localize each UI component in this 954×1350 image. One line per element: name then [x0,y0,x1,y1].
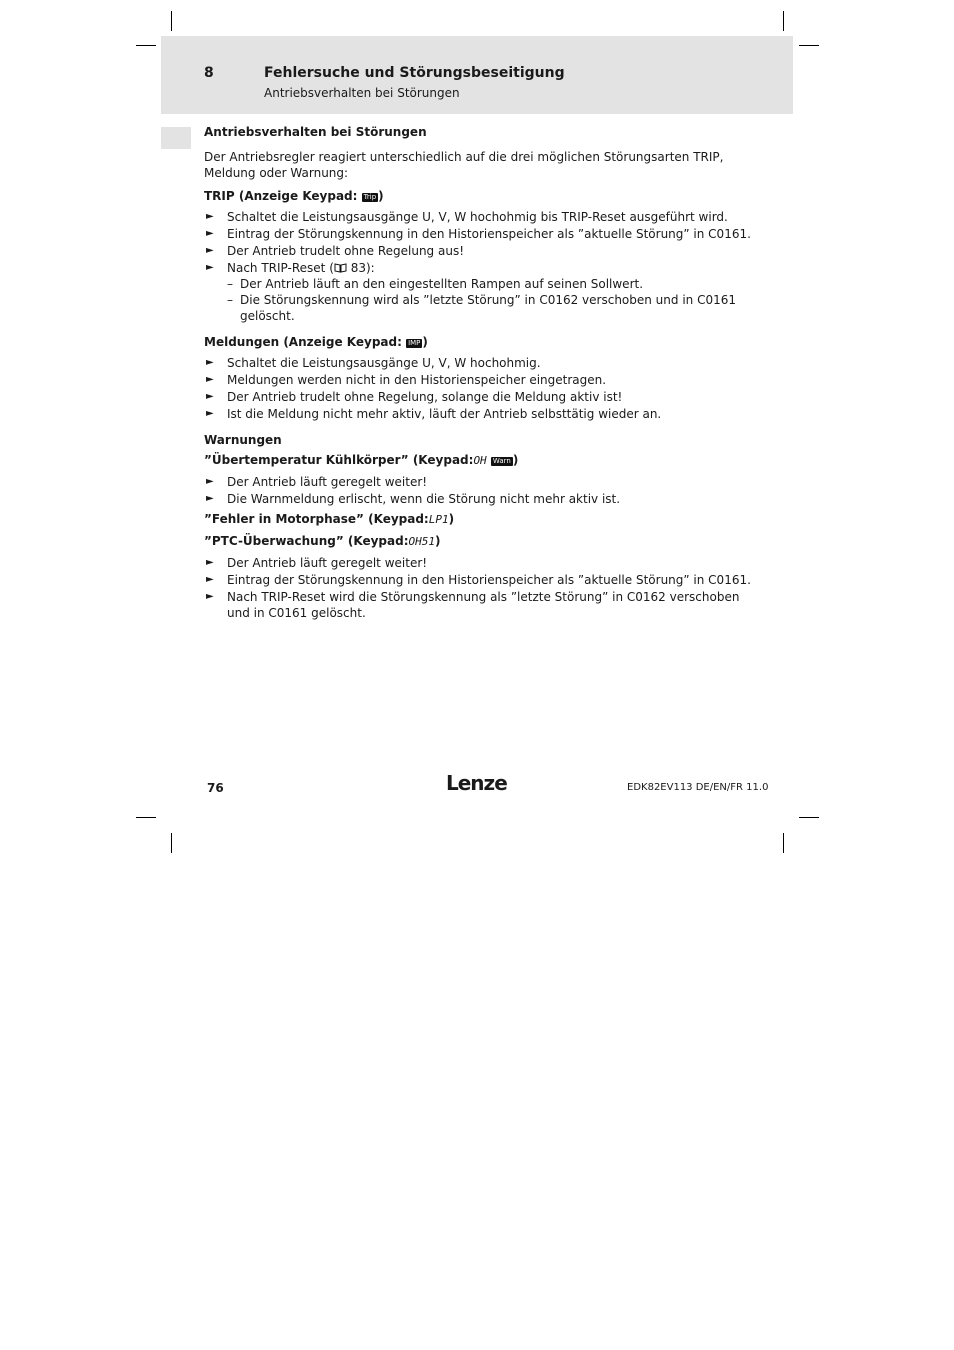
list-item: ► Der Antrieb trudelt ohne Regelung aus! [206,244,464,258]
list-item: ► Nach TRIP-Reset wird die Störungskennung als ”letzte Störung” in C0162 verschoben und in C0161 gelöscht. [206,590,740,620]
crop-mark [136,45,156,46]
crop-mark [799,45,819,46]
list-item: ► Der Antrieb läuft geregelt weiter! [206,556,428,570]
crop-mark [799,817,819,818]
list-item: ► Schaltet die Leistungsausgänge U, V, W hochohmig. [206,356,541,370]
keypad-code: OH51 [408,535,436,548]
crop-mark [136,817,156,818]
triangle-right-icon: ► [206,493,214,504]
list-item: ► Der Antrieb trudelt ohne Regelung, solange die Meldung aktiv ist! [206,390,623,404]
page-number: 76 [207,781,224,795]
ptc-list [204,555,764,621]
warnungen-heading: Warnungen [204,433,282,447]
list-item: – Der Antrieb läuft an den eingestellten Rampen auf seinen Sollwert. [227,277,644,291]
list-item: ► Ist die Meldung nicht mehr aktiv, läuft der Antrieb selbsttätig wieder an. [206,407,662,421]
crop-mark [171,11,172,31]
crop-mark [783,833,784,853]
meldungen-list [204,355,764,422]
list-item: – Die Störungskennung wird als ”letzte Störung” in C0162 verschoben und in C0161 gelöscht. [227,293,736,323]
triangle-right-icon: ► [206,476,214,487]
triangle-right-icon: ► [206,211,214,222]
section-heading: Antriebsverhalten bei Störungen [204,125,427,139]
ptc-heading: ”PTC-Überwachung” (Keypad:OH51) [204,534,441,548]
triangle-right-icon: ► [206,228,214,239]
list-item: ► Schaltet die Leistungsausgänge U, V, W hochohmig bis TRIP-Reset ausgeführt wird. [206,210,728,224]
trip-list [204,209,764,324]
trip-heading: TRIP (Anzeige Keypad: Trip ) [204,189,384,203]
chapter-subtitle: Antriebsverhalten bei Störungen [264,86,460,100]
triangle-right-icon: ► [206,374,214,385]
list-item: ► Meldungen werden nicht in den Historienspeicher eingetragen. [206,373,607,387]
list-item: ► Eintrag der Störungskennung in den Historienspeicher als ”aktuelle Störung” in C0161. [206,573,751,587]
page-content [204,124,764,631]
side-tab [161,127,191,149]
oh-heading: ”Übertemperatur Kühlkörper” (Keypad:OH Warn ) [204,453,519,467]
trip-badge: Trip [363,193,377,201]
book-icon [334,263,347,273]
keypad-code: LP1 [428,513,449,526]
list-item: ► Die Warnmeldung erlischt, wenn die Störung nicht mehr aktiv ist. [206,492,621,506]
triangle-right-icon: ► [206,591,214,602]
triangle-right-icon: ► [206,408,214,419]
triangle-right-icon: ► [206,557,214,568]
list-item: ► Eintrag der Störungskennung in den Historienspeicher als ”aktuelle Störung” in C0161. [206,227,751,241]
triangle-right-icon: ► [206,245,214,256]
crop-mark [783,11,784,31]
intro-paragraph: Der Antriebsregler reagiert unterschiedlich auf die drei möglichen Störungsarten TRIP, Meldung oder Warnung: [204,150,724,180]
warn-badge: Warn [492,457,511,465]
trip-reset-sublist [227,276,764,324]
lenze-logo: Lenze [446,771,507,795]
document-code: EDK82EV113 DE/EN/FR 11.0 [627,782,769,793]
chapter-number: 8 [204,65,214,81]
triangle-right-icon: ► [206,262,214,273]
list-item: ► Der Antrieb läuft geregelt weiter! [206,475,428,489]
meldungen-heading: Meldungen (Anzeige Keypad: IMP ) [204,335,428,349]
imp-badge: IMP [408,339,421,347]
chapter-title: Fehlersuche und Störungsbeseitigung [264,65,565,81]
lp1-heading: ”Fehler in Motorphase” (Keypad:LP1) [204,512,455,526]
keypad-code: OH [473,454,487,467]
list-item: ► Nach TRIP-Reset ( 83): – Der Antrieb läuft an den eingestellten Rampen auf seinen Sollwert. – Die Störungskennung wird als ”letzte Störung” in C0162 verschoben und in C0161 gelöscht. [204,260,764,324]
triangle-right-icon: ► [206,391,214,402]
oh-list [204,474,764,507]
crop-mark [171,833,172,853]
triangle-right-icon: ► [206,357,214,368]
triangle-right-icon: ► [206,574,214,585]
